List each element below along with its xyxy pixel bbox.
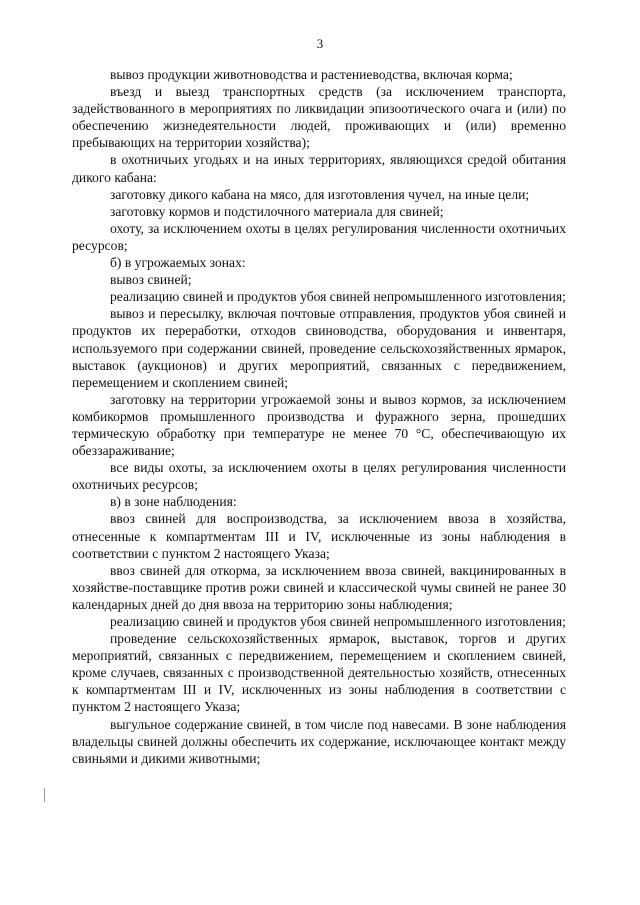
paragraph: ввоз свиней для откорма, за исключением ввоза свиней, вакцинированных в хозяйстве-поставщике против рожи свиней и классической чумы свиней не ранее 30 календарных дней до дня ввоза на территорию зоны наблюдения; <box>72 562 566 612</box>
paragraph: реализацию свиней и продуктов убоя свиней непромышленного изготовления; <box>110 289 566 305</box>
paragraph: ввоз свиней для воспроизводства, за исключением ввоза в хозяйства, отнесенные к компартментам III и IV, исключенные из зоны наблюдения в соответствии с пунктом 2 настоящего Указа; <box>72 511 566 561</box>
paragraph: в охотничьих угодьях и на иных территориях, являющихся средой обитания дикого кабана: <box>72 152 566 185</box>
section-heading: б) в угрожаемых зонах: <box>110 255 246 271</box>
paragraph: выгульное содержание свиней, в том числе под навесами. В зоне наблюдения владельцы свиней должны обеспечить их содержание, исключающее контакт между свиньями и дикими животными; <box>72 716 566 766</box>
paragraph: заготовку дикого кабана на мясо, для изготовления чучел, на иные цели; <box>110 186 530 202</box>
paragraph: вывоз и пересылку, включая почтовые отправления, продуктов убоя свиней и продуктов их переработки, отходов свиноводства, оборудования и инвентаря, используемого при содержании свиней, проведение сельскохозяйственных ярмарок, выставок (аукционов) и других мероприятий, связанных с передвижением, перемещением и скоплением свиней; <box>72 306 566 390</box>
paragraph: реализацию свиней и продуктов убоя свиней непромышленного изготовления; <box>110 614 566 629</box>
paragraph: проведение сельскохозяйственных ярмарок, выставок, торгов и других мероприятий, связанных с передвижением, перемещением и скоплением свиней, кроме случаев, связанных с производственной деятельностью хозяйств, отнесенных к компартментам III и IV, исключенных из зоны наблюдения в соответствии с пунктом 2 настоящего Указа; <box>72 631 566 715</box>
paragraph: въезд и выезд транспортных средств (за исключением транспорта, задействованного в мероприятиях по ликвидации эпизоотического очага и (или) по обеспечению жизнедеятельности людей, проживающих и (или) временно пребывающих на территории хозяйства); <box>72 84 566 151</box>
page-number: 3 <box>316 36 324 51</box>
paragraph: вывоз свиней; <box>110 272 192 288</box>
section-heading: в) в зоне наблюдения: <box>110 494 237 510</box>
paragraph: все виды охоты, за исключением охоты в целях регулирования численности охотничьих ресурсов; <box>72 460 566 493</box>
paragraph: заготовку на территории угрожаемой зоны и вывоз кормов, за исключением комбикормов промышленного производства и фуражного зерна, прошедших термическую обработку при температуре не менее 70 °С, обеспечивающую их обеззараживание; <box>72 391 566 459</box>
paragraph: вывоз продукции животноводства и растениеводства, включая корма; <box>110 67 513 82</box>
document-body <box>72 66 566 767</box>
paragraph: заготовку кормов и подстилочного материала для свиней; <box>110 203 444 219</box>
paragraph: охоту, за исключением охоты в целях регулирования численности охотничьих ресурсов; <box>72 220 566 253</box>
scan-margin-mark <box>44 788 45 802</box>
